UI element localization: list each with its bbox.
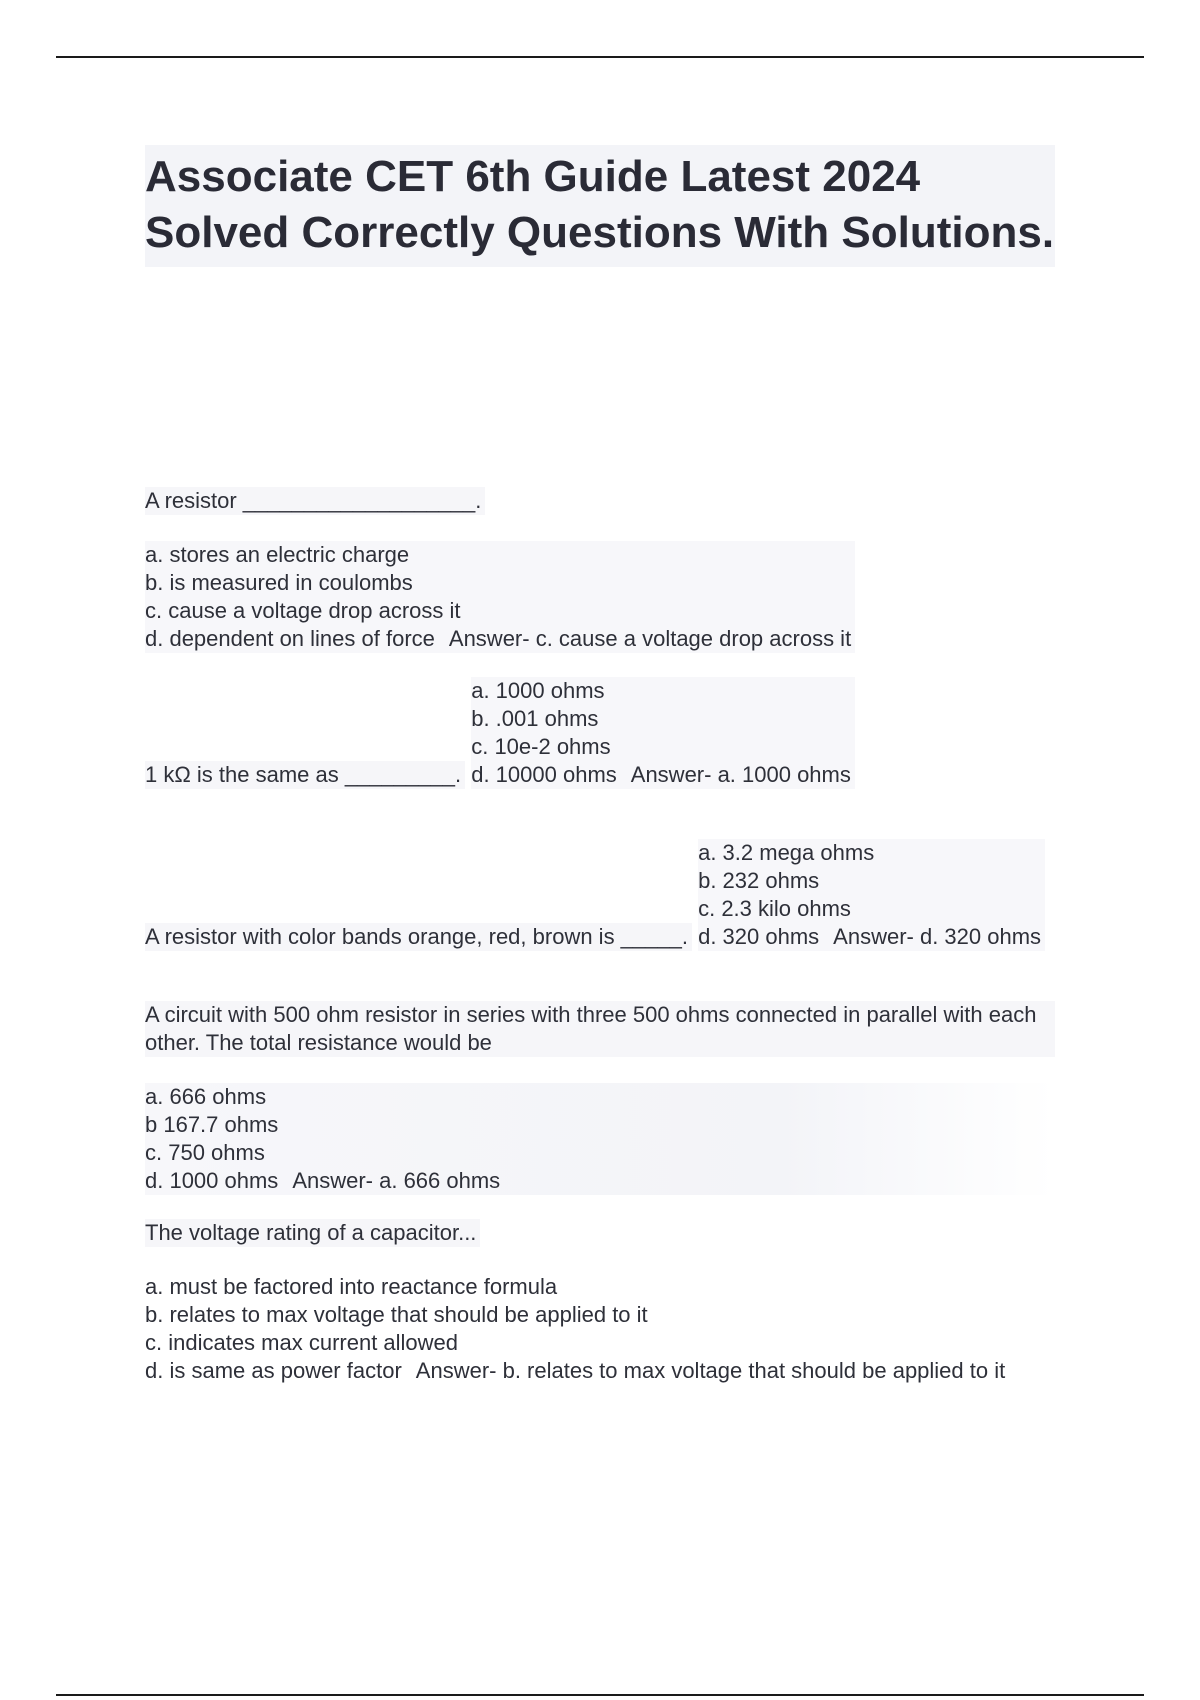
question-item bbox=[145, 839, 1055, 977]
question-text: A resistor with color bands orange, red, brown is _____. bbox=[145, 923, 692, 951]
option: c. 10e-2 ohms bbox=[471, 734, 611, 759]
option: b. relates to max voltage that should be applied to it bbox=[145, 1302, 648, 1327]
answer-text: Answer- c. cause a voltage drop across it bbox=[448, 626, 852, 651]
option: a. 3.2 mega ohms bbox=[698, 840, 875, 865]
option: b 167.7 ohms bbox=[145, 1112, 279, 1137]
option: a. must be factored into reactance formula bbox=[145, 1274, 558, 1299]
answer-text: Answer- d. 320 ohms bbox=[833, 924, 1042, 949]
option: b. .001 ohms bbox=[471, 706, 599, 731]
option: a. 666 ohms bbox=[145, 1084, 267, 1109]
option: d. 1000 ohms bbox=[145, 1168, 279, 1193]
title-block bbox=[145, 145, 1055, 267]
question-text: 1 kΩ is the same as _________. bbox=[145, 761, 465, 789]
option-with-answer bbox=[145, 1167, 1055, 1195]
top-rule bbox=[56, 56, 1144, 58]
options-block bbox=[145, 541, 855, 653]
option: d. is same as power factor bbox=[145, 1358, 402, 1383]
question-item bbox=[145, 1219, 1055, 1385]
answer-text: Answer- a. 666 ohms bbox=[292, 1168, 501, 1193]
option: b. is measured in coulombs bbox=[145, 570, 413, 595]
option: d. 10000 ohms bbox=[471, 762, 617, 787]
options-block bbox=[698, 839, 1045, 951]
option-with-answer bbox=[471, 761, 851, 789]
answer-text: Answer- a. 1000 ohms bbox=[630, 762, 851, 787]
question-item bbox=[145, 1001, 1055, 1195]
option: d. 320 ohms bbox=[698, 924, 820, 949]
answer-text: Answer- b. relates to max voltage that should be applied to it bbox=[415, 1358, 1006, 1383]
option: c. 2.3 kilo ohms bbox=[698, 896, 851, 921]
question-text: A resistor ___________________. bbox=[145, 487, 485, 515]
question-item bbox=[145, 677, 1055, 815]
options-block bbox=[471, 677, 855, 789]
option-with-answer bbox=[698, 923, 1041, 951]
options-block bbox=[145, 1083, 1055, 1195]
question-item bbox=[145, 487, 1055, 653]
option: a. 1000 ohms bbox=[471, 678, 605, 703]
option: c. 750 ohms bbox=[145, 1140, 265, 1165]
option: c. indicates max current allowed bbox=[145, 1330, 459, 1355]
options-block bbox=[145, 1273, 1055, 1385]
option: d. dependent on lines of force bbox=[145, 626, 435, 651]
option: b. 232 ohms bbox=[698, 868, 820, 893]
document-body bbox=[145, 145, 1055, 1409]
bottom-rule bbox=[56, 1694, 1144, 1696]
option: c. cause a voltage drop across it bbox=[145, 598, 461, 623]
document-title: Associate CET 6th Guide Latest 2024 Solved Correctly Questions With Solutions. bbox=[145, 152, 1055, 257]
question-text: The voltage rating of a capacitor... bbox=[145, 1219, 480, 1247]
option-with-answer bbox=[145, 1357, 1055, 1385]
question-text: A circuit with 500 ohm resistor in series with three 500 ohms connected in parallel with each other. The total resistance would be bbox=[145, 1001, 1055, 1057]
option-with-answer bbox=[145, 625, 851, 653]
option: a. stores an electric charge bbox=[145, 542, 410, 567]
question-list bbox=[145, 487, 1055, 1385]
